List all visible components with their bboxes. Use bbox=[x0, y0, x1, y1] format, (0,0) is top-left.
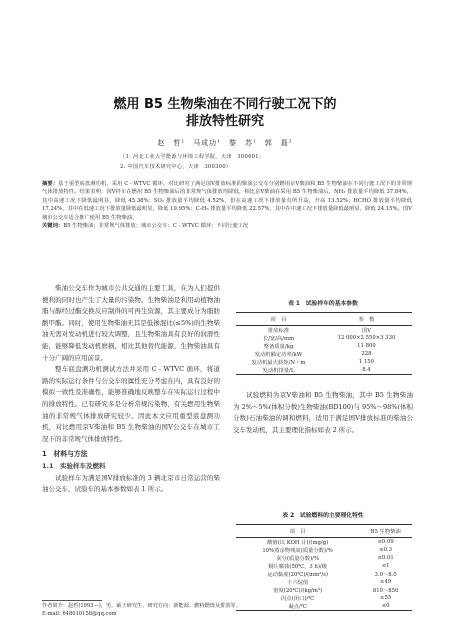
table-cell: ≤0 bbox=[359, 602, 412, 611]
table-cell: 排放标准 bbox=[267, 328, 290, 334]
table2 bbox=[236, 524, 412, 611]
table1 bbox=[236, 312, 412, 375]
table-row bbox=[236, 586, 412, 594]
table-cell: ≥55 bbox=[380, 595, 392, 601]
table-cell: ≤1 bbox=[381, 563, 390, 569]
table-cell: 凝点/℃ bbox=[236, 602, 359, 611]
table-cell: 运动黏度(20℃)/(mm²/s) bbox=[267, 572, 328, 578]
table-row bbox=[236, 366, 412, 375]
table-cell: 整备质量/kg bbox=[263, 344, 294, 350]
table-cell: 国Ⅴ bbox=[361, 328, 372, 334]
table-row bbox=[236, 562, 412, 570]
abstract-block bbox=[42, 180, 412, 230]
table-cell: ≤0.09 bbox=[377, 539, 394, 545]
author-footnote bbox=[42, 602, 412, 618]
table1-header-param: 参 数 bbox=[321, 313, 412, 326]
table-cell: ≥49 bbox=[380, 579, 392, 585]
table-cell: 12 000×2 550×3 330 bbox=[337, 335, 396, 341]
table-row bbox=[236, 342, 412, 350]
table-row bbox=[236, 570, 412, 578]
table-row bbox=[236, 546, 412, 554]
table-cell: 酸值(以 KOH 计)/(mg/g) bbox=[267, 540, 329, 546]
paper-title-line2: 排放特性研究 bbox=[185, 114, 264, 129]
subsection-heading-1-1: 1.1 实验样车及燃料 bbox=[42, 461, 106, 470]
table-cell: ≤0.3 bbox=[379, 547, 393, 553]
table-row bbox=[236, 578, 412, 586]
table-cell: 发动机额定功率/kW bbox=[254, 352, 303, 358]
footnote-line-1: 作者简介：赵哲(1993—)，男，硕士研究生，研究方向：新能源、燃料燃烧及排放等。 bbox=[42, 603, 241, 609]
table2-caption: 表 2 试验燃料的主要理化特性 bbox=[282, 513, 364, 519]
table-row bbox=[236, 594, 412, 602]
section-heading-1: 1 材料与方法 bbox=[42, 450, 88, 459]
right-column-paragraph bbox=[233, 390, 413, 436]
sec11-paragraph-1: 试验样车为满足国Ⅴ排放标准的 3 辆北京市日常运营的柴油公交车，试验车的基本参数如表 1 所示。 bbox=[42, 473, 220, 494]
table-cell: 1 150 bbox=[358, 359, 375, 365]
table-cell: 3.0～8.0 bbox=[374, 572, 397, 578]
footnote-divider bbox=[42, 600, 102, 601]
table-cell: 十六烷值 bbox=[287, 580, 309, 586]
fuel-paragraph: 试验燃料为京Ⅴ柴油和 B5 生物柴油，其中 B5 生物柴油为 2%～5%(体积分数)生物柴油(BD100)与 95%～98%(体积分数)石油柴油的调和燃料，适用于满足国Ⅴ排放标准的柴油公交车发动机，其主要理化指标如表 2 所示。 bbox=[233, 391, 413, 434]
table-cell: ≤0.01 bbox=[377, 555, 394, 561]
table-row bbox=[236, 554, 412, 562]
table-cell: 闪点(闭口)/℃ bbox=[281, 596, 315, 602]
table-row bbox=[236, 350, 412, 358]
table2-header-item: 项 目 bbox=[236, 525, 359, 538]
table-row bbox=[236, 358, 412, 366]
table-cell: 8.4 bbox=[321, 366, 412, 375]
abstract-label: 摘要： bbox=[42, 181, 59, 187]
paper-title-line1: 燃用 B5 生物柴油在不同行驶工况下的 bbox=[113, 97, 337, 112]
table-cell: 发动机最大转矩/N・m bbox=[251, 360, 306, 366]
keywords-label: 关键词： bbox=[42, 223, 64, 230]
affiliation-1: （1. 河北工业大学能源与环境工程学院，天津 300401； bbox=[120, 154, 265, 160]
table-row bbox=[236, 326, 412, 335]
table-row bbox=[236, 538, 412, 547]
authors: 赵 哲¹ 马成功¹ 黎 苏¹ 郭 磊² bbox=[157, 139, 293, 147]
table-cell: 发动机排量/L bbox=[236, 366, 321, 375]
table-cell: 密度(20℃)/(kg/m³) bbox=[273, 588, 323, 594]
table-cell: 长/宽/高/mm bbox=[262, 336, 295, 342]
footnote-email: E-mail: 648010158@qq.com bbox=[42, 611, 117, 617]
abstract-text: 基于重型底盘测功机，采用 C - WTVC 循环，对比研究了满足国Ⅴ排放标准的柴油公交车分别燃用京Ⅴ柴油和 B5 生物柴油在不同行驶工况下的非常规气体排放特性。结果表明：国Ⅴ样车在燃用 B5 生物柴油后的非常规气体排放均降低，相比京Ⅴ柴油在采用 B5 生物柴油后，NH₃ 排放量平均降低 37.84%，其中高速工况下降低最明显，降低 45.38%；SO₂ 排放量平均降低 4.52%，但在高速工况下排放量有所升高，升高 13.52%；HCHO 排放量平均降低 17.24%，其中在低速工况下排放量降低最明显，降低 19.95%；C₇H₈ 排放量平均降低 22.57%，其中在中速工况下排放量降低最明显，降低 24.15%。国Ⅴ城市公交车适合推广使用 B5 生物柴油。 bbox=[42, 181, 412, 221]
table-row bbox=[236, 334, 412, 342]
table1-header-item: 项 目 bbox=[236, 313, 321, 326]
intro-paragraph-1: 柴油公交车作为城市公共交通的主要工具，在为人们提供便利的同时也产生了大量的污染物。生物柴油是利用动植物油脂与醇经过酯交换反应制得的可再生资源，其主要成分为脂肪酸甲酯。同时，使用生物柴油无其是低掺混比(≤5%)的生物柴油无需对发动机进行较大调整，且生物柴油具有良好的润滑性能，能够降低发动机磨损，相比其他替代能源，生物柴油具有十分广阔的应用前景。 bbox=[42, 284, 220, 362]
table-cell: 810～850 bbox=[372, 588, 399, 594]
table-cell: 10%蒸余物残炭(质量分数)/% bbox=[262, 548, 333, 554]
table2-header-b5: B5 生物柴油 bbox=[359, 525, 412, 538]
affiliation-2: 2. 中国汽车技术研究中心，天津 300300） bbox=[120, 164, 232, 170]
table1-caption: 表 1 试验样车的基本参数 bbox=[288, 301, 358, 307]
table-cell: 228 bbox=[361, 351, 372, 357]
table-cell: 11 800 bbox=[357, 343, 376, 349]
table-cell: 铜片腐蚀(50℃，3 h)/级 bbox=[268, 564, 328, 570]
keywords-text: B5 生物柴油；非常规气体排放；城市公交车；C - WTVC 循环；不同行驶工况 bbox=[63, 223, 249, 230]
table-cell: 灰分(质量分数)/% bbox=[276, 556, 319, 562]
left-column bbox=[42, 283, 220, 496]
intro-paragraph-2: 整车底盘测功机测试方法并采用 C - WTVC 循环，将道路的实际运行条件与公交车的属性充分考虑在内，具有良好的模拟一致性及准确性，能够准确地反映整车在实际运行过程中的排放特性。已有研究多是分析常规污染物，有关燃用生物柴油的非常规气体排放研究较少。因此本文应用重型底盘测功机，对比燃用京Ⅴ柴油和 B5 生物柴油的国Ⅴ公交车在城市工况下的非常规气体排放特性。 bbox=[42, 365, 220, 443]
